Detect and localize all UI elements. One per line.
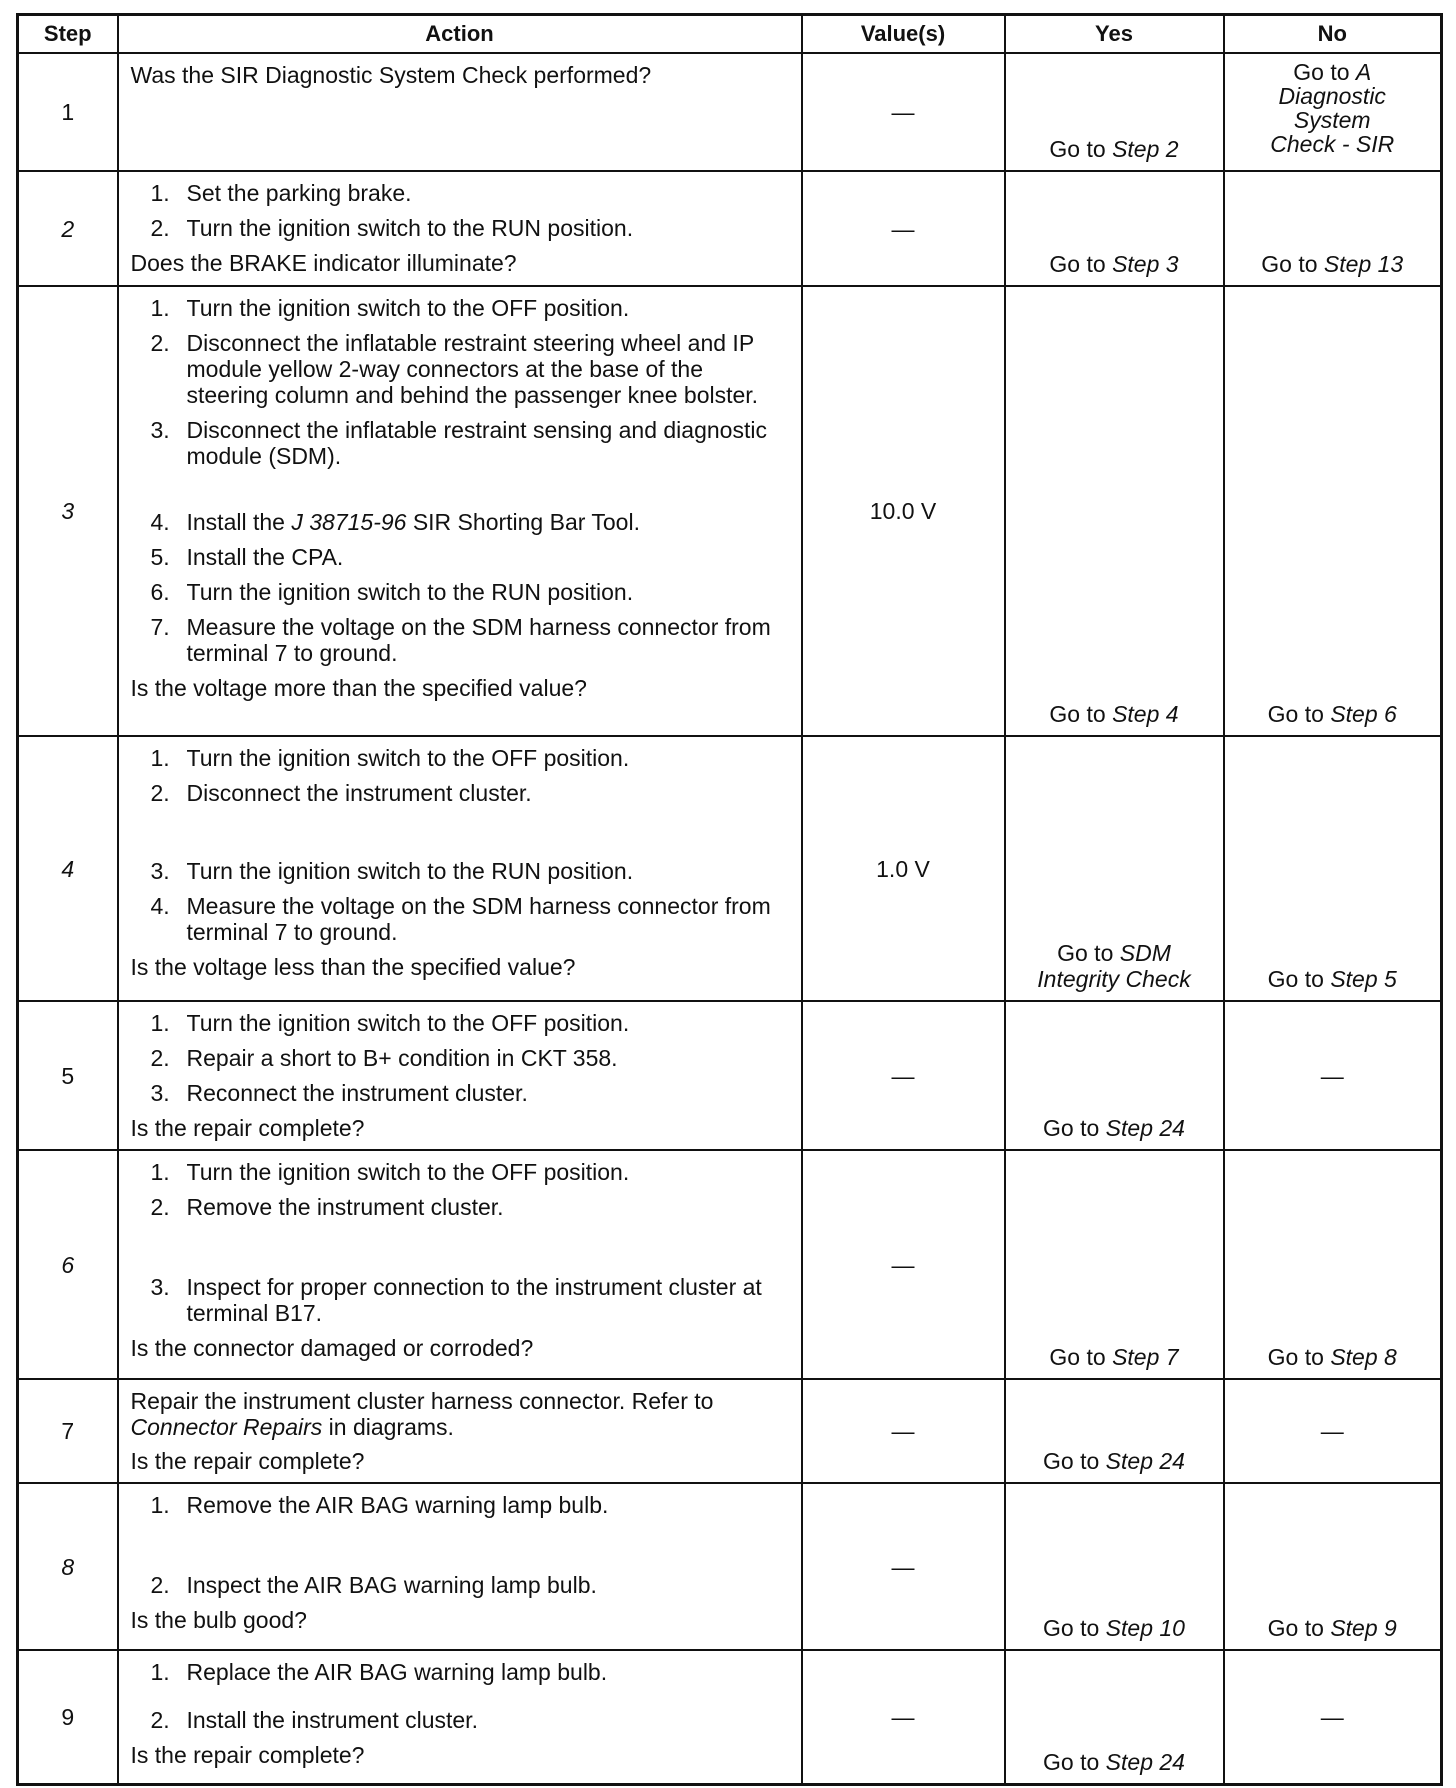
action-question: Is the repair complete? xyxy=(130,1115,365,1141)
list-item: 2. Inspect the AIR BAG warning lamp bulb. xyxy=(150,1572,597,1598)
table-row xyxy=(18,736,1442,1001)
yes-cell: Go to Step 24 xyxy=(1005,1379,1224,1483)
list-item: 6. Turn the ignition switch to the RUN position. xyxy=(150,579,634,605)
header-values: Value(s) xyxy=(802,15,1005,54)
action-steps xyxy=(131,1159,789,1326)
yes-cell: Go to Step 7 xyxy=(1005,1150,1224,1379)
step-number: 7 xyxy=(18,1379,118,1483)
header-row xyxy=(18,15,1442,54)
yes-cell: Go to Step 4 xyxy=(1005,286,1224,736)
yes-link[interactable]: Step 24 xyxy=(1105,1748,1185,1775)
yes-cell xyxy=(1005,53,1224,171)
no-cell: Go to Step 5 xyxy=(1224,736,1442,1001)
yes-cell: Go to Step 10 xyxy=(1005,1483,1224,1650)
list-item: 2. Install the instrument cluster. xyxy=(150,1707,478,1733)
step-number: 8 xyxy=(18,1483,118,1650)
value-cell: — xyxy=(802,1001,1005,1150)
no-link[interactable]: Step 13 xyxy=(1323,251,1404,277)
action-steps xyxy=(131,1010,789,1106)
no-cell: — xyxy=(1224,1379,1442,1483)
action-question: Is the voltage less than the specified value? xyxy=(130,954,576,980)
list-item: 2. Disconnect the inflatable restraint steering wheel and IP module yellow 2-way connectors at the base of the steering column and behind the passenger knee bolster. xyxy=(150,330,759,408)
list-item: 4. Install the J 38715-96 SIR Shorting Bar Tool. xyxy=(150,509,640,535)
connector-repairs-link[interactable]: Connector Repairs xyxy=(130,1414,323,1440)
value-cell: — xyxy=(802,1150,1005,1379)
yes-cell: Go to Step 24 xyxy=(1005,1650,1224,1784)
list-item: 1. Turn the ignition switch to the OFF position. xyxy=(150,1159,630,1185)
no-link[interactable]: Step 9 xyxy=(1330,1615,1397,1641)
list-item: 1. Replace the AIR BAG warning lamp bulb. xyxy=(150,1659,608,1685)
no-link-line-2[interactable]: Diagnostic xyxy=(1278,83,1386,109)
header-no: No xyxy=(1224,15,1442,54)
no-cell: Go to Step 8 xyxy=(1224,1150,1442,1379)
yes-link[interactable]: Step 10 xyxy=(1105,1615,1185,1641)
action-cell xyxy=(118,736,802,1001)
action-cell xyxy=(118,1001,802,1150)
value-cell: 10.0 V xyxy=(802,286,1005,736)
list-item: 2. Disconnect the instrument cluster. xyxy=(150,780,532,806)
step-number: 5 xyxy=(18,1001,118,1150)
no-cell: — xyxy=(1224,1001,1442,1150)
action-question: Is the repair complete? xyxy=(130,1742,365,1768)
table-row xyxy=(18,53,1442,171)
yes-cell: Go to Step 24 xyxy=(1005,1001,1224,1150)
action-steps xyxy=(131,1659,789,1733)
no-cell: — xyxy=(1224,1650,1442,1784)
yes-cell: Go to SDM Integrity Check xyxy=(1005,736,1224,1001)
list-item: 1. Turn the ignition switch to the OFF position. xyxy=(150,1010,630,1036)
table-row xyxy=(18,1001,1442,1150)
yes-link-line-2[interactable]: Integrity Check xyxy=(1037,966,1191,992)
action-question: Is the bulb good? xyxy=(130,1607,307,1633)
tool-reference[interactable]: J 38715-96 xyxy=(291,509,407,535)
action-cell xyxy=(118,1150,802,1379)
list-item: 5. Install the CPA. xyxy=(150,544,344,570)
yes-prefix: Go to xyxy=(1049,136,1113,162)
no-link[interactable]: Step 8 xyxy=(1330,1344,1397,1370)
step-number: 1 xyxy=(18,53,118,171)
table-row xyxy=(18,1150,1442,1379)
no-cell: Go to Step 9 xyxy=(1224,1483,1442,1650)
list-item: 3. Turn the ignition switch to the RUN position. xyxy=(150,858,634,884)
action-question: Was the SIR Diagnostic System Check performed? xyxy=(130,62,652,88)
yes-link[interactable]: Step 4 xyxy=(1112,701,1179,727)
action-instruction: Repair the instrument cluster harness connector. Refer to Connector Repairs in diagrams. xyxy=(130,1388,714,1440)
value-cell: — xyxy=(802,1379,1005,1483)
list-item: 7. Measure the voltage on the SDM harness connector from terminal 7 to ground. xyxy=(150,614,771,666)
step-number: 3 xyxy=(18,286,118,736)
step-number: 4 xyxy=(18,736,118,1001)
list-item: 2. Remove the instrument cluster. xyxy=(150,1194,504,1220)
action-steps xyxy=(131,745,789,945)
list-item: 3. Disconnect the inflatable restraint sensing and diagnostic module (SDM). xyxy=(150,417,767,469)
no-link[interactable]: Step 5 xyxy=(1330,966,1397,992)
action-question: Is the connector damaged or corroded? xyxy=(130,1335,534,1361)
value-cell: — xyxy=(802,53,1005,171)
action-question: Is the repair complete? xyxy=(130,1448,365,1474)
action-question: Does the BRAKE indicator illuminate? xyxy=(130,250,517,276)
step-number: 6 xyxy=(18,1150,118,1379)
header-yes: Yes xyxy=(1005,15,1224,54)
diagnostic-table xyxy=(16,13,1443,1786)
list-item: 4. Measure the voltage on the SDM harness connector from terminal 7 to ground. xyxy=(150,893,771,945)
table-row xyxy=(18,171,1442,286)
yes-link[interactable]: Step 3 xyxy=(1112,251,1179,277)
action-cell xyxy=(118,1379,802,1483)
step-number: 2 xyxy=(18,171,118,286)
value-cell: — xyxy=(802,1483,1005,1650)
action-cell xyxy=(118,286,802,736)
list-item: 2. Turn the ignition switch to the RUN position. xyxy=(150,215,634,241)
list-item: 1. Turn the ignition switch to the OFF position. xyxy=(150,745,630,771)
yes-link[interactable]: Step 7 xyxy=(1112,1344,1179,1370)
no-link-line-3[interactable]: System xyxy=(1293,107,1371,133)
table-row xyxy=(18,1650,1442,1784)
list-item: 3. Reconnect the instrument cluster. xyxy=(150,1080,528,1106)
table-row xyxy=(18,1483,1442,1650)
no-cell: Go to Step 13 xyxy=(1224,171,1442,286)
action-cell xyxy=(118,1650,802,1784)
step-number: 9 xyxy=(18,1650,118,1784)
header-step: Step xyxy=(18,15,118,54)
no-link[interactable]: Step 6 xyxy=(1330,701,1397,727)
list-item: 1. Remove the AIR BAG warning lamp bulb. xyxy=(150,1492,609,1518)
value-cell: — xyxy=(802,1650,1005,1784)
no-cell xyxy=(1224,53,1442,171)
no-link-line-1[interactable]: A xyxy=(1355,59,1372,85)
no-prefix: Go to xyxy=(1293,59,1356,85)
value-cell: — xyxy=(802,171,1005,286)
list-item: 1. Turn the ignition switch to the OFF position. xyxy=(150,295,630,321)
value-cell: 1.0 V xyxy=(802,736,1005,1001)
header-action: Action xyxy=(118,15,802,54)
action-steps xyxy=(131,295,789,666)
yes-link[interactable]: Step 2 xyxy=(1112,136,1179,162)
action-cell xyxy=(118,1483,802,1650)
list-item: 3. Inspect for proper connection to the instrument cluster at terminal B17. xyxy=(150,1274,762,1326)
yes-link[interactable]: SDM xyxy=(1119,940,1171,966)
action-steps xyxy=(131,1492,789,1598)
yes-link[interactable]: Step 24 xyxy=(1105,1448,1185,1474)
action-steps xyxy=(131,180,789,241)
action-cell xyxy=(118,53,802,171)
table-row xyxy=(18,286,1442,736)
list-item: 1. Set the parking brake. xyxy=(150,180,412,206)
action-question: Is the voltage more than the specified value? xyxy=(130,675,587,701)
table-row xyxy=(18,1379,1442,1483)
yes-cell: Go to Step 3 xyxy=(1005,171,1224,286)
yes-link[interactable]: Step 24 xyxy=(1105,1115,1185,1141)
action-cell xyxy=(118,171,802,286)
list-item: 2. Repair a short to B+ condition in CKT 358. xyxy=(150,1045,618,1071)
no-link-line-4[interactable]: Check - SIR xyxy=(1270,131,1395,157)
no-cell: Go to Step 6 xyxy=(1224,286,1442,736)
